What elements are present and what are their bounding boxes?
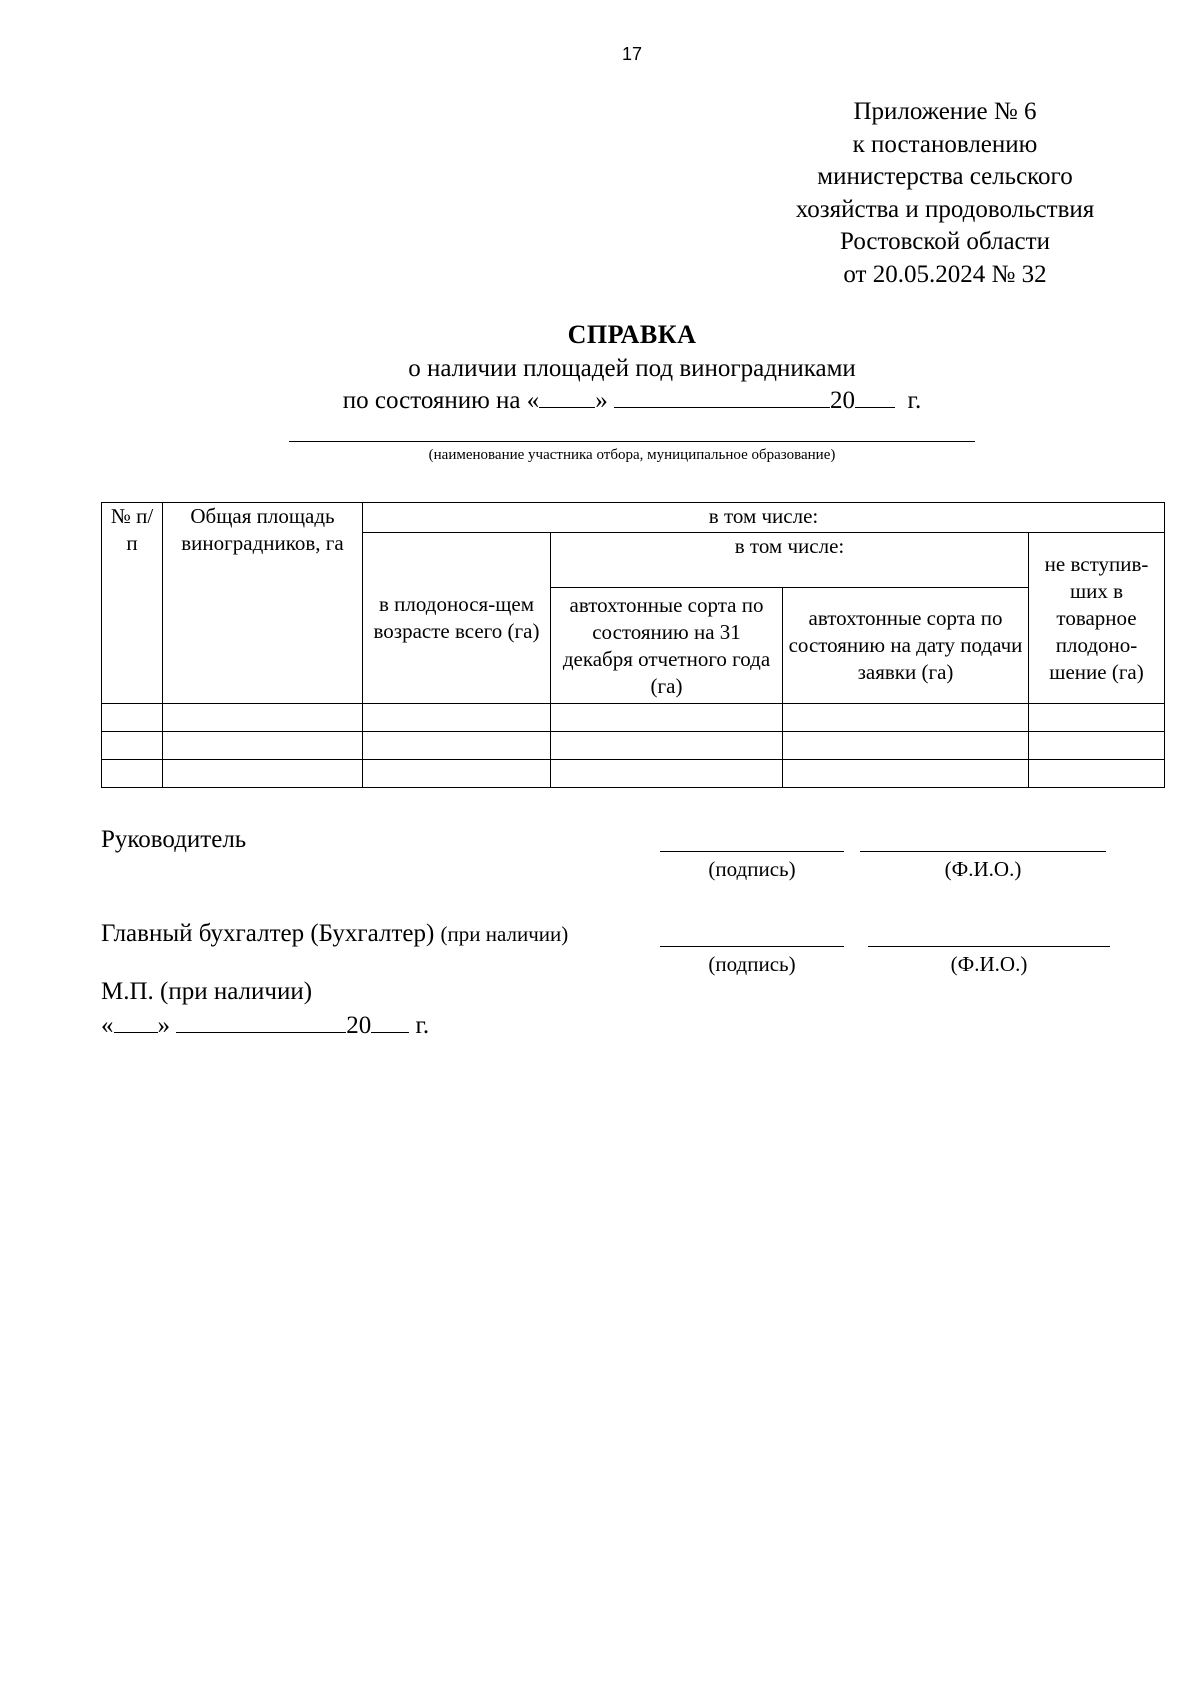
header-including: в том числе: [363,503,1165,533]
table-cell [1029,732,1165,760]
appendix-line: от 20.05.2024 № 32 [843,260,1047,288]
bottom-month-blank [176,1012,346,1033]
table-cell [783,732,1029,760]
header-including-sub: в том числе: [551,533,1029,588]
appendix-line: Ростовской области [840,228,1050,255]
year-suffix: г. [907,387,922,414]
head-fio-line [860,851,1106,852]
header-not-entered: не вступив-ших в товарное плодоно-шение (га) [1029,533,1165,704]
table-row [102,732,1165,760]
document-subtitle-block [0,353,1200,417]
bottom-date-open: « [101,1012,114,1039]
accountant-note: (при наличии) [440,922,569,946]
head-label: Руководитель [101,826,247,853]
table-cell [363,704,551,732]
table-cell [163,704,363,732]
table-cell [102,760,163,788]
bottom-year-suffix: г. [415,1012,430,1039]
stamp-place: М.П. (при наличии) [101,978,313,1005]
table-cell [783,760,1029,788]
bottom-year-blank [371,1012,409,1033]
table-cell [163,732,363,760]
table-cell [1029,760,1165,788]
table-row [102,704,1165,732]
year-blank [855,387,895,408]
appendix-line: хозяйства и продовольствия [795,195,1095,223]
header-autochthonous-dec31: автохтонные сорта по состоянию на 31 декабря отчетного года (га) [551,588,783,704]
date-quote-close: » [595,387,608,414]
header-autochthonous-application: автохтонные сорта по состоянию на дату подачи заявки (га) [783,588,1029,704]
header-total-area: Общая площадь виноградников, га [163,503,363,704]
page-number: 17 [621,44,643,64]
accountant-label-block [101,920,568,948]
head-signature-line [660,851,844,852]
table-cell [551,704,783,732]
appendix-line: к постановлению [852,130,1038,158]
accountant-label: Главный бухгалтер (Бухгалтер) [101,920,435,947]
table-cell [363,732,551,760]
accountant-fio-line [868,946,1110,947]
document-subtitle: о наличии площадей под виноградниками [408,355,856,382]
head-fio-caption: (Ф.И.О.) [944,857,1022,881]
table-cell [102,704,163,732]
table-cell [102,732,163,760]
bottom-date-line [101,1012,429,1040]
month-blank [614,387,830,408]
head-signature-caption: (подпись) [708,857,796,881]
accountant-signature-line [660,946,844,947]
document-title: СПРАВКА [567,320,697,349]
table-cell [363,760,551,788]
bottom-year-prefix: 20 [346,1012,372,1039]
vineyard-area-table [101,502,1165,788]
table-cell [551,732,783,760]
table-cell [551,760,783,788]
day-blank [539,387,595,408]
appendix-line: Приложение № 6 [853,98,1037,125]
year-prefix: 20 [830,387,856,414]
appendix-line: министерства сельского [817,163,1073,190]
date-prefix: по состоянию на « [342,387,540,414]
table-cell [1029,704,1165,732]
header-fruiting-age: в плодонося-щем возрасте всего (га) [363,533,551,704]
table-row [102,760,1165,788]
accountant-signature-caption: (подпись) [708,952,796,976]
date-field-line [0,385,1200,417]
bottom-date-close: » [157,1012,170,1039]
table-cell [783,704,1029,732]
accountant-fio-caption: (Ф.И.О.) [950,952,1028,976]
table-cell [163,760,363,788]
header-number: № п/п [102,503,163,704]
participant-name-line [289,441,975,442]
appendix-block [760,96,1130,291]
bottom-day-blank [114,1012,158,1033]
participant-caption: (наименование участника отбора, муниципальное образование) [428,447,836,463]
